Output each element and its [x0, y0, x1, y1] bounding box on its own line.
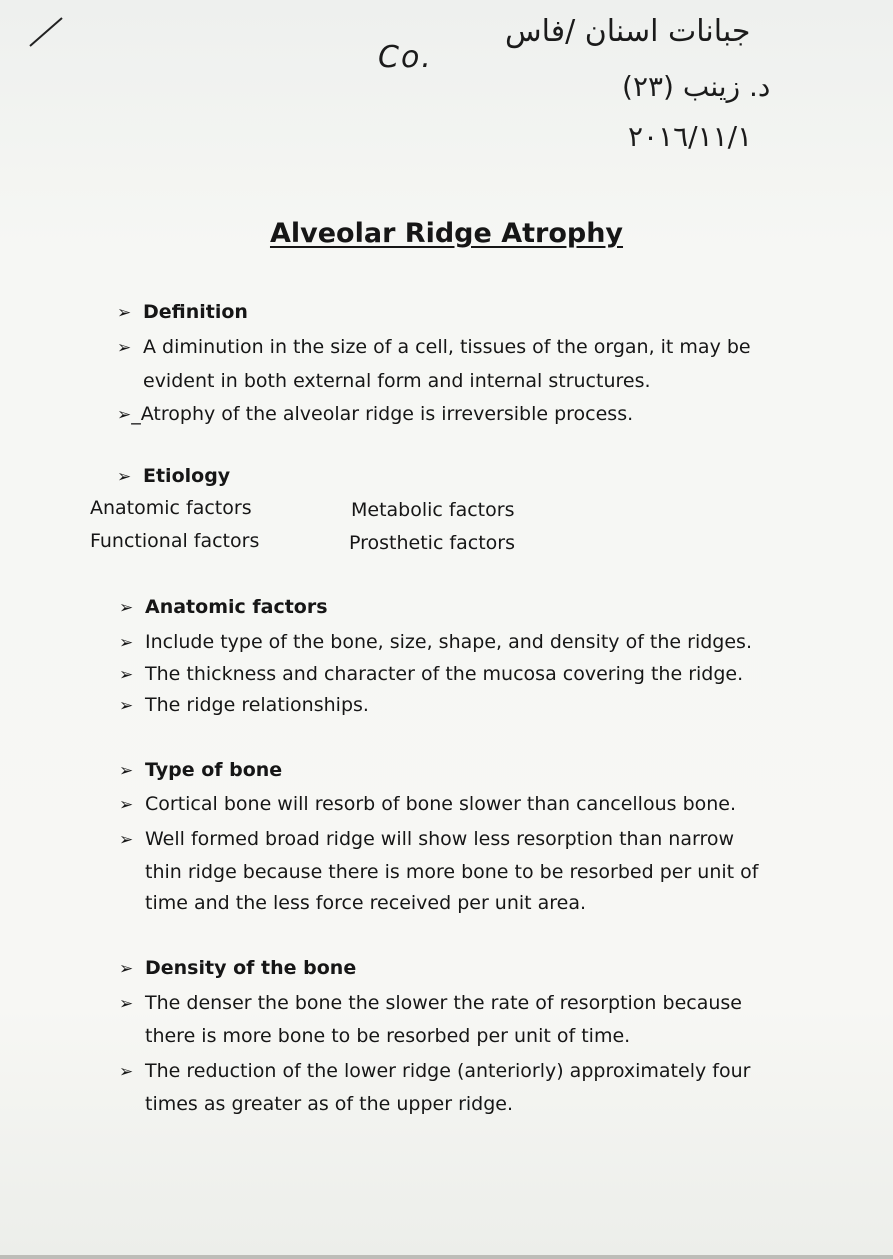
- definition-item: ➢_Atrophy of the alveolar ridge is irreversible process.: [117, 403, 634, 425]
- definition-heading: ➢ Definition: [117, 301, 248, 323]
- handwritten-department: جبانات اسنان /فاس: [505, 14, 751, 49]
- anatomic-heading: ➢ Anatomic factors: [119, 596, 328, 618]
- etiology-heading: ➢ Etiology: [117, 465, 231, 487]
- anatomic-item: ➢ The ridge relationships.: [119, 694, 369, 716]
- page-title: Alveolar Ridge Atrophy: [269, 218, 624, 249]
- density-item-continuation: times as greater as of the upper ridge.: [145, 1093, 514, 1115]
- arrow-bullet-icon: ➢: [119, 959, 134, 979]
- type-of-bone-heading: ➢ Type of bone: [119, 759, 283, 781]
- arrow-bullet-icon: ➢: [119, 994, 134, 1014]
- handwritten-date: ٢٠١٦/١١/١: [628, 120, 753, 153]
- type-of-bone-item-continuation: thin ridge because there is more bone to be resorbed per unit of: [145, 861, 759, 883]
- etiology-factor: Functional factors: [90, 530, 260, 552]
- etiology-factor: Metabolic factors: [351, 499, 515, 521]
- type-of-bone-item: ➢ Well formed broad ridge will show less resorption than narrow: [119, 828, 735, 850]
- density-item-continuation: there is more bone to be resorbed per unit of time.: [145, 1025, 631, 1047]
- arrow-bullet-icon: ➢: [119, 761, 134, 781]
- density-item: ➢ The denser the bone the slower the rate of resorption because: [119, 992, 742, 1014]
- definition-item-continuation: evident in both external form and internal structures.: [143, 370, 651, 392]
- handwritten-co: Co.: [378, 40, 433, 75]
- pen-stroke-mark: [26, 14, 66, 50]
- type-of-bone-item: ➢ Cortical bone will resorb of bone slower than cancellous bone.: [119, 793, 737, 815]
- page-bottom-edge: [0, 1255, 893, 1259]
- arrow-bullet-icon: ➢: [117, 303, 132, 323]
- density-heading: ➢ Density of the bone: [119, 957, 357, 979]
- arrow-bullet-icon: ➢: [117, 338, 132, 358]
- etiology-factor: Anatomic factors: [90, 497, 252, 519]
- etiology-factor: Prosthetic factors: [349, 532, 515, 554]
- handwritten-doctor: د. زينب (٢٣): [622, 70, 771, 103]
- density-item: ➢ The reduction of the lower ridge (anteriorly) approximately four: [119, 1060, 751, 1082]
- arrow-bullet-icon: ➢: [119, 665, 134, 685]
- arrow-bullet-icon: ➢: [119, 795, 134, 815]
- arrow-bullet-icon: ➢: [119, 1062, 134, 1082]
- type-of-bone-item-continuation: time and the less force received per unit area.: [145, 892, 587, 914]
- definition-item: ➢ A diminution in the size of a cell, tissues of the organ, it may be: [117, 336, 751, 358]
- arrow-bullet-icon: ➢: [117, 405, 132, 425]
- arrow-bullet-icon: ➢: [119, 830, 134, 850]
- arrow-bullet-icon: ➢: [119, 696, 134, 716]
- anatomic-item: ➢ The thickness and character of the mucosa covering the ridge.: [119, 663, 744, 685]
- arrow-bullet-icon: ➢: [119, 598, 134, 618]
- arrow-bullet-icon: ➢: [119, 633, 134, 653]
- arrow-bullet-icon: ➢: [117, 467, 132, 487]
- anatomic-item: ➢ Include type of the bone, size, shape, and density of the ridges.: [119, 631, 752, 653]
